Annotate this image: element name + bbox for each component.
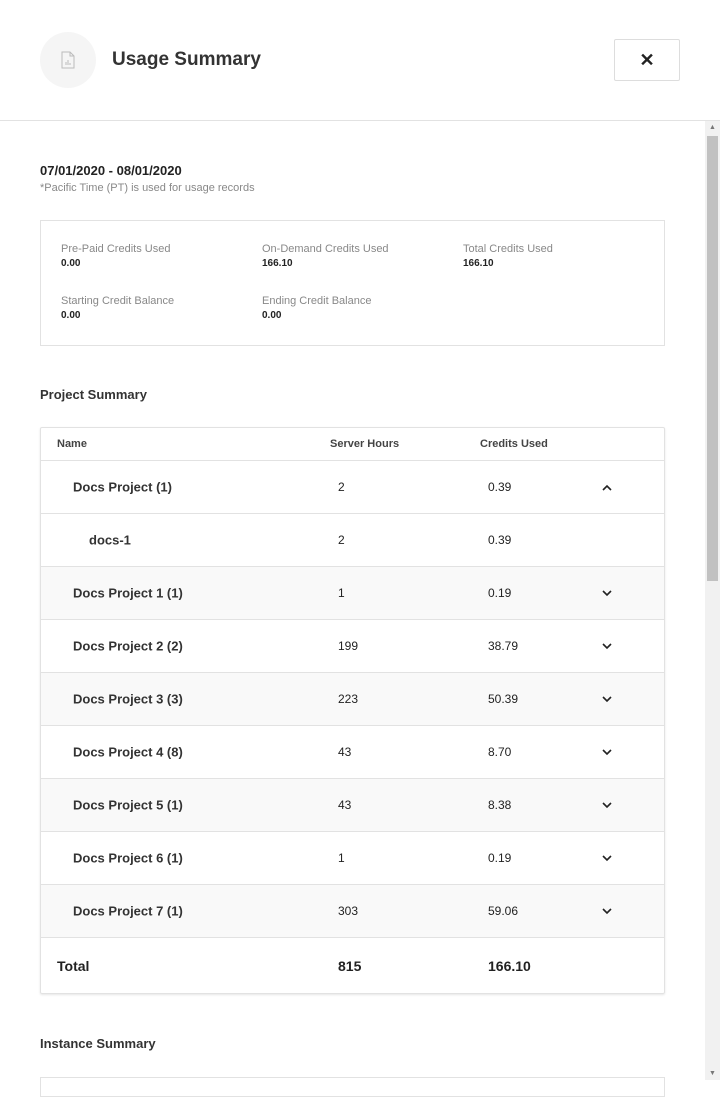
column-credits-used: Credits Used	[480, 438, 548, 450]
chevron-down-icon[interactable]	[602, 851, 612, 865]
project-row[interactable]	[41, 673, 664, 726]
row-name: Docs Project 7 (1)	[73, 903, 183, 919]
row-server-hours: 43	[338, 745, 352, 759]
row-server-hours: 1	[338, 851, 345, 865]
scroll-down-icon[interactable]: ▼	[709, 1070, 716, 1077]
row-server-hours: 1	[338, 586, 345, 600]
project-row[interactable]	[41, 620, 664, 673]
project-row[interactable]	[41, 832, 664, 885]
chevron-down-icon[interactable]	[602, 798, 612, 812]
row-server-hours: 2	[338, 533, 345, 547]
row-credits: 0.19	[488, 586, 512, 600]
row-name: Docs Project 2 (2)	[73, 638, 183, 654]
row-server-hours: 223	[338, 692, 359, 706]
row-server-hours: 303	[338, 904, 359, 918]
row-credits: 0.39	[488, 533, 512, 547]
row-name: Docs Project 4 (8)	[73, 744, 183, 760]
stat-total: Total Credits Used 166.10	[463, 243, 553, 269]
row-credits: 8.70	[488, 745, 512, 759]
dialog-title: Usage Summary	[112, 49, 261, 70]
scrollbar[interactable]	[705, 121, 720, 1080]
instance-summary-table	[40, 1077, 665, 1097]
row-name: Docs Project 1 (1)	[73, 585, 183, 601]
row-name: Docs Project 3 (3)	[73, 691, 183, 707]
total-row	[41, 938, 664, 993]
chevron-down-icon[interactable]	[602, 586, 612, 600]
chevron-down-icon[interactable]	[602, 745, 612, 759]
column-server-hours: Server Hours	[330, 438, 400, 450]
project-row[interactable]	[41, 779, 664, 832]
total-label: Total	[57, 957, 90, 974]
chevron-down-icon[interactable]	[602, 639, 612, 653]
row-credits: 59.06	[488, 904, 519, 918]
instance-summary-title: Instance Summary	[40, 1036, 156, 1051]
dialog-header	[0, 0, 720, 121]
column-name: Name	[57, 438, 87, 450]
project-row[interactable]	[41, 567, 664, 620]
row-credits: 0.39	[488, 480, 512, 494]
close-button[interactable]	[614, 39, 680, 81]
chevron-down-icon[interactable]	[602, 904, 612, 918]
row-server-hours: 199	[338, 639, 359, 653]
row-name: Docs Project (1)	[73, 479, 172, 495]
instance-row	[41, 514, 664, 567]
row-name: Docs Project 5 (1)	[73, 797, 183, 813]
table-header	[41, 428, 664, 461]
stat-starting-balance: Starting Credit Balance 0.00	[61, 295, 175, 321]
total-credits: 166.10	[488, 957, 531, 974]
scrollbar-thumb[interactable]	[707, 136, 718, 581]
row-credits: 50.39	[488, 692, 519, 706]
date-range: 07/01/2020 - 08/01/2020	[40, 163, 182, 178]
credit-stats-panel	[40, 220, 665, 346]
stat-prepaid: Pre-Paid Credits Used 0.00	[61, 243, 171, 269]
project-row[interactable]	[41, 726, 664, 779]
project-summary-table	[40, 427, 665, 994]
stat-on-demand: On-Demand Credits Used 166.10	[262, 243, 389, 269]
row-name: Docs Project 6 (1)	[73, 850, 183, 866]
project-summary-title: Project Summary	[40, 387, 147, 402]
row-credits: 0.19	[488, 851, 512, 865]
project-row[interactable]	[41, 885, 664, 938]
stat-ending-balance: Ending Credit Balance 0.00	[262, 295, 372, 321]
chevron-down-icon[interactable]	[602, 692, 612, 706]
total-hours: 815	[338, 957, 362, 974]
timezone-note: *Pacific Time (PT) is used for usage records	[40, 182, 255, 194]
scroll-up-icon[interactable]: ▲	[709, 124, 716, 131]
row-name: docs-1	[89, 532, 131, 548]
report-file-icon	[40, 32, 96, 88]
close-icon: ✕	[639, 49, 655, 70]
chevron-up-icon[interactable]	[602, 480, 612, 494]
row-server-hours: 2	[338, 480, 345, 494]
row-server-hours: 43	[338, 798, 352, 812]
project-row[interactable]	[41, 461, 664, 514]
row-credits: 8.38	[488, 798, 512, 812]
row-credits: 38.79	[488, 639, 519, 653]
